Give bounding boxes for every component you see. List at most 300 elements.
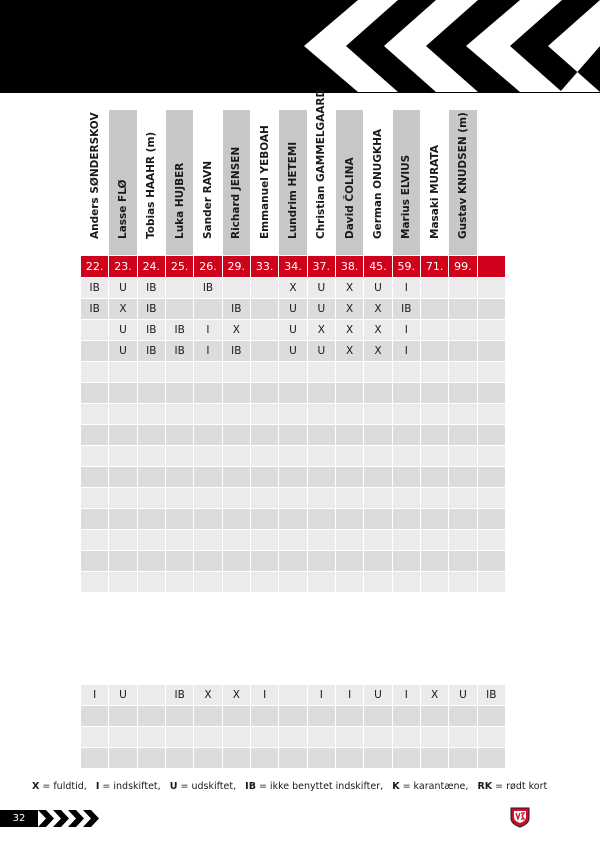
match-cell [137, 467, 165, 488]
player-first-name: Emmanuel [258, 177, 271, 239]
match-cell [137, 383, 165, 404]
match-cell [477, 446, 505, 467]
player-last-name: ČOLINA [343, 157, 356, 202]
match-cell [420, 572, 448, 593]
summary-cell: X [420, 685, 448, 706]
match-cell [109, 425, 137, 446]
match-cell [109, 509, 137, 530]
match-cell [222, 383, 250, 404]
match-cell: X [335, 341, 363, 362]
match-cell [420, 488, 448, 509]
player-last-name: FLØ [116, 179, 129, 202]
match-cell [392, 404, 420, 425]
shirt-number: 25. [165, 256, 193, 278]
player-header-cell [251, 110, 278, 255]
match-cell [165, 383, 193, 404]
match-cell [279, 446, 307, 467]
match-cell: U [307, 299, 335, 320]
player-name [259, 125, 271, 239]
match-cell [194, 404, 222, 425]
match-cell [81, 467, 109, 488]
match-cell [81, 530, 109, 551]
player-first-name: Luka [173, 210, 186, 239]
player-header-cell [109, 110, 136, 255]
legend-text: = indskiftet, [99, 781, 161, 792]
summary-cell [109, 727, 137, 748]
summary-cell: I [335, 685, 363, 706]
player-header [420, 110, 448, 256]
player-name [117, 180, 129, 239]
match-cell [307, 509, 335, 530]
match-cell [222, 446, 250, 467]
match-row [81, 299, 506, 320]
match-cell [279, 404, 307, 425]
summary-cell [364, 748, 392, 769]
match-cell [392, 467, 420, 488]
player-name [400, 155, 412, 239]
match-cell [279, 383, 307, 404]
match-cell [307, 530, 335, 551]
player-name [230, 147, 242, 239]
match-cell [279, 509, 307, 530]
match-cell [449, 362, 477, 383]
summary-cell [392, 748, 420, 769]
summary-cell [364, 706, 392, 727]
chevron-right-icon [384, 0, 478, 92]
player-last-name: KNUDSEN [456, 136, 469, 195]
shirt-number: 24. [137, 256, 165, 278]
match-cell [165, 467, 193, 488]
match-cell: IB [222, 299, 250, 320]
match-cell [250, 362, 278, 383]
match-cell: U [364, 278, 392, 299]
match-cell [449, 446, 477, 467]
summary-cell [222, 706, 250, 727]
match-cell: U [307, 278, 335, 299]
match-cell [420, 530, 448, 551]
match-cell [165, 299, 193, 320]
match-cell [420, 404, 448, 425]
match-cell [449, 320, 477, 341]
match-cell [279, 551, 307, 572]
legend-key: X [32, 781, 40, 792]
player-last-name: HAAHR [145, 155, 158, 198]
player-header [165, 110, 193, 256]
shirt-number: 38. [335, 256, 363, 278]
match-cell: IB [222, 341, 250, 362]
match-cell [420, 383, 448, 404]
match-row [81, 320, 506, 341]
chevron-right-icon [83, 810, 99, 827]
summary-row [81, 685, 506, 706]
match-cell [392, 488, 420, 509]
match-cell [194, 488, 222, 509]
summary-cell [364, 727, 392, 748]
match-cell [364, 572, 392, 593]
match-cell [335, 488, 363, 509]
player-name [287, 142, 299, 239]
match-cell [279, 488, 307, 509]
match-cell [250, 530, 278, 551]
match-cell [392, 509, 420, 530]
match-cell [81, 446, 109, 467]
summary-cell [420, 727, 448, 748]
match-cell [222, 467, 250, 488]
summary-cell [307, 727, 335, 748]
page-number: 32 [0, 810, 38, 827]
match-cell [449, 467, 477, 488]
match-cell [279, 362, 307, 383]
summary-cell [420, 706, 448, 727]
match-cell [81, 362, 109, 383]
match-cell: I [392, 341, 420, 362]
summary-table [80, 684, 506, 769]
match-cell: IB [137, 299, 165, 320]
legend-item [392, 781, 468, 792]
chevron-right-icon [53, 810, 69, 827]
chevron-right-icon [304, 0, 398, 92]
player-header [392, 110, 420, 256]
summary-cell [81, 727, 109, 748]
match-cell [335, 446, 363, 467]
chevron-right-icon [466, 0, 562, 92]
match-row [81, 572, 506, 593]
legend-key: K [392, 781, 400, 792]
match-cell [477, 362, 505, 383]
match-cell [194, 383, 222, 404]
match-cell [250, 341, 278, 362]
legend-item [170, 781, 236, 792]
legend-key: U [169, 781, 178, 792]
legend-item [245, 781, 383, 792]
summary-cell [137, 727, 165, 748]
shirt-number: 22. [81, 256, 109, 278]
match-cell [109, 551, 137, 572]
match-row [81, 362, 506, 383]
match-cell [335, 551, 363, 572]
footer-chevrons [38, 810, 100, 827]
player-header-cell [421, 110, 448, 255]
match-cell: IB [81, 299, 109, 320]
match-cell: U [279, 320, 307, 341]
player-header [279, 110, 307, 256]
summary-cell [137, 748, 165, 769]
match-cell [165, 530, 193, 551]
player-first-name: Lundrim [286, 190, 299, 239]
player-last-name: RAVN [201, 160, 214, 194]
match-cell [420, 467, 448, 488]
match-cell [194, 551, 222, 572]
summary-cell [307, 748, 335, 769]
player-header [307, 88, 335, 256]
match-cell [392, 572, 420, 593]
shirt-number: 37. [307, 256, 335, 278]
player-name [174, 163, 186, 239]
match-cell [477, 551, 505, 572]
legend-text: = karantæne, [399, 781, 469, 792]
match-cell [109, 572, 137, 593]
match-cell [335, 509, 363, 530]
player-header [137, 110, 165, 256]
match-cell [250, 320, 278, 341]
match-cell [307, 488, 335, 509]
match-cell [250, 299, 278, 320]
summary-cell: X [194, 685, 222, 706]
match-cell [449, 341, 477, 362]
match-cell [109, 488, 137, 509]
match-cell [364, 467, 392, 488]
player-last-name: JENSEN [230, 146, 243, 191]
match-row [81, 530, 506, 551]
match-cell [449, 299, 477, 320]
match-row [81, 551, 506, 572]
legend-text: = udskiftet, [177, 781, 237, 792]
player-header [449, 110, 477, 256]
player-stats-table [80, 88, 506, 593]
match-cell [449, 278, 477, 299]
summary-cell [250, 706, 278, 727]
match-cell [81, 551, 109, 572]
player-first-name: David [343, 205, 356, 239]
match-row [81, 404, 506, 425]
match-cell [194, 530, 222, 551]
match-cell [109, 404, 137, 425]
player-header-cell [81, 110, 108, 255]
summary-cell [250, 727, 278, 748]
player-first-name: Tobias [145, 201, 158, 239]
match-row [81, 488, 506, 509]
match-cell: X [335, 278, 363, 299]
shirt-number: 26. [194, 256, 222, 278]
match-cell [449, 383, 477, 404]
match-cell [165, 488, 193, 509]
match-cell [250, 509, 278, 530]
summary-cell [194, 727, 222, 748]
summary-cell [165, 748, 193, 769]
player-name [457, 112, 469, 239]
match-cell [165, 509, 193, 530]
match-cell [420, 299, 448, 320]
match-cell [165, 362, 193, 383]
match-row [81, 467, 506, 488]
player-first-name: Richard [230, 193, 243, 239]
player-header [109, 110, 137, 256]
player-header-cell [223, 110, 250, 255]
match-cell [165, 446, 193, 467]
summary-cell [109, 748, 137, 769]
summary-cell [477, 748, 505, 769]
match-cell [307, 572, 335, 593]
match-cell [250, 278, 278, 299]
summary-cell [307, 706, 335, 727]
match-cell [194, 467, 222, 488]
match-cell [137, 551, 165, 572]
match-cell [81, 341, 109, 362]
match-cell [194, 362, 222, 383]
summary-cell [81, 706, 109, 727]
match-cell [364, 425, 392, 446]
match-cell: X [364, 299, 392, 320]
match-cell [137, 446, 165, 467]
player-header-cell [478, 110, 505, 255]
match-cell: IB [137, 341, 165, 362]
match-cell: I [392, 278, 420, 299]
match-row [81, 509, 506, 530]
match-cell [222, 404, 250, 425]
player-last-name: HUJBER [173, 162, 186, 208]
match-cell [477, 425, 505, 446]
shirt-number: 99. [449, 256, 477, 278]
match-cell [194, 425, 222, 446]
match-cell [250, 404, 278, 425]
match-cell [81, 488, 109, 509]
match-cell [420, 551, 448, 572]
match-cell [109, 530, 137, 551]
shirt-numbers-row [81, 256, 506, 278]
match-cell [222, 278, 250, 299]
match-cell [165, 404, 193, 425]
summary-cell [449, 727, 477, 748]
chevron-right-icon [548, 0, 600, 92]
player-suffix: (m) [456, 112, 469, 137]
match-cell: U [109, 320, 137, 341]
shirt-number: 59. [392, 256, 420, 278]
match-cell [392, 383, 420, 404]
match-cell [194, 446, 222, 467]
summary-cell [137, 706, 165, 727]
summary-row [81, 706, 506, 727]
match-cell [222, 362, 250, 383]
match-cell [335, 362, 363, 383]
player-first-name: German [371, 192, 384, 239]
shirt-number: 33. [250, 256, 278, 278]
player-last-name: ONUGKHA [371, 129, 384, 189]
summary-cell [420, 748, 448, 769]
match-cell [81, 509, 109, 530]
match-cell [477, 299, 505, 320]
summary-cell: I [392, 685, 420, 706]
match-cell [335, 425, 363, 446]
summary-cell [335, 706, 363, 727]
match-cell [137, 362, 165, 383]
match-cell [250, 551, 278, 572]
match-cell: IB [165, 320, 193, 341]
match-cell: IB [392, 299, 420, 320]
match-cell [392, 425, 420, 446]
summary-cell [222, 727, 250, 748]
player-name [202, 161, 214, 239]
player-header [250, 110, 278, 256]
player-header-cell [364, 110, 391, 255]
match-row [81, 446, 506, 467]
match-cell [81, 320, 109, 341]
match-cell [420, 362, 448, 383]
match-cell [364, 488, 392, 509]
match-cell [307, 446, 335, 467]
match-cell [335, 404, 363, 425]
match-cell [81, 425, 109, 446]
player-header [194, 110, 222, 256]
shirt-number: 23. [109, 256, 137, 278]
match-cell [477, 341, 505, 362]
legend-text: = rødt kort [492, 781, 548, 792]
match-cell [307, 425, 335, 446]
match-cell [477, 320, 505, 341]
match-cell [420, 509, 448, 530]
match-cell [392, 551, 420, 572]
summary-cell [165, 706, 193, 727]
match-cell: X [222, 320, 250, 341]
player-header-cell [279, 110, 306, 255]
match-cell: U [307, 341, 335, 362]
summary-cell [137, 685, 165, 706]
summary-cell: U [364, 685, 392, 706]
player-last-name: HETEMI [286, 141, 299, 187]
player-names-row [81, 110, 506, 256]
chevron-right-icon [38, 810, 54, 827]
match-cell [392, 446, 420, 467]
match-cell [477, 509, 505, 530]
match-row [81, 383, 506, 404]
match-cell [307, 404, 335, 425]
player-header [222, 110, 250, 256]
match-cell [364, 383, 392, 404]
player-first-name: Anders [88, 197, 101, 239]
match-cell [477, 572, 505, 593]
match-cell [137, 530, 165, 551]
match-cell [194, 299, 222, 320]
summary-cell [477, 706, 505, 727]
player-header [335, 110, 363, 256]
summary-cell [335, 748, 363, 769]
match-cell [194, 509, 222, 530]
match-cell [307, 467, 335, 488]
chevron-right-icon [68, 810, 84, 827]
summary-cell: U [109, 685, 137, 706]
match-cell [477, 383, 505, 404]
player-header-cell [166, 110, 193, 255]
shirt-number [477, 256, 505, 278]
match-cell [250, 425, 278, 446]
match-cell: IB [165, 341, 193, 362]
match-cell: IB [194, 278, 222, 299]
match-cell: X [335, 299, 363, 320]
match-cell [477, 467, 505, 488]
match-cell [307, 551, 335, 572]
match-cell: X [279, 278, 307, 299]
match-cell [81, 572, 109, 593]
match-cell [392, 530, 420, 551]
legend-item [477, 781, 547, 792]
player-last-name: ELVIUS [400, 154, 413, 196]
summary-cell [250, 748, 278, 769]
summary-cell [335, 727, 363, 748]
match-cell [364, 509, 392, 530]
match-cell: I [392, 320, 420, 341]
match-cell [449, 551, 477, 572]
summary-cell [392, 706, 420, 727]
match-cell [335, 572, 363, 593]
summary-cell [279, 727, 307, 748]
player-first-name: Lasse [116, 205, 129, 239]
match-cell [137, 425, 165, 446]
shirt-number: 71. [420, 256, 448, 278]
match-cell: U [109, 278, 137, 299]
player-header-cell [449, 110, 476, 255]
legend [32, 781, 547, 792]
club-crest-icon [510, 806, 530, 828]
match-cell [137, 509, 165, 530]
